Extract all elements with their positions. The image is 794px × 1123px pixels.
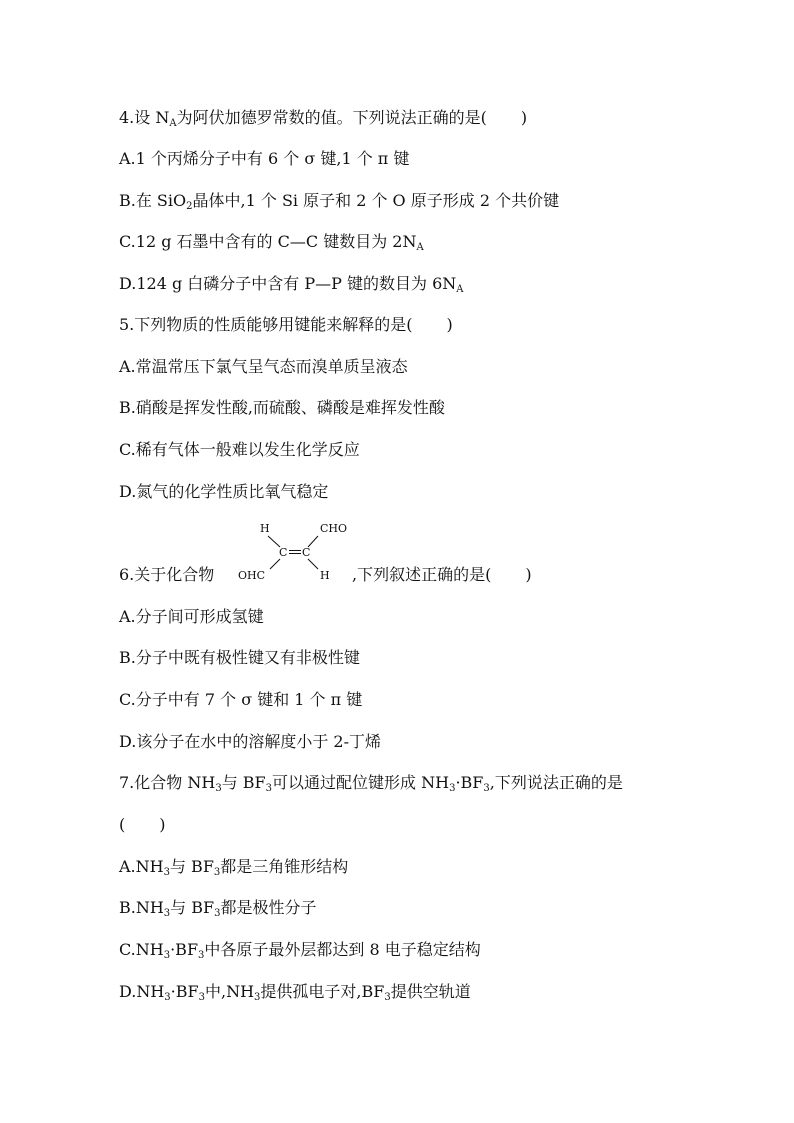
q6-structural-formula bbox=[238, 519, 358, 585]
q5-stem: 5.下列物质的性质能够用键能来解释的是( ) bbox=[119, 315, 453, 334]
q4-option-c: C.12 g 石墨中含有的 C—C 键数目为 $2N_A$ bbox=[119, 232, 424, 253]
q6-stem-post: ,下列叙述正确的是( ) bbox=[352, 565, 532, 584]
q7-option-d: $D.NH_3\cdot BF_3$中$,NH_3$提供孤电子对$,BF_3$提供空轨道 bbox=[119, 982, 471, 1003]
struct-c-right: C bbox=[302, 546, 311, 559]
q7-stem: 7.化合物 $NH_3$与 $BF_3$可以通过配位键形成 $NH_3\cdot BF_3$,下列说法正确的是 bbox=[119, 773, 623, 794]
q5-option-c: C.稀有气体一般难以发生化学反应 bbox=[119, 440, 360, 459]
q7-option-c: $C.NH_3\cdot BF_3$中各原子最外层都达到 8 电子稳定结构 bbox=[119, 940, 481, 961]
q7-option-a: $A.NH_3$与 $BF_3$都是三角锥形结构 bbox=[119, 857, 349, 878]
q4-stem: 4.设 $N_A$为阿伏加德罗常数的值。下列说法正确的是( ) bbox=[119, 108, 528, 129]
q5-option-a: A.常温常压下氯气呈气态而溴单质呈液态 bbox=[119, 357, 408, 376]
struct-ohc-bottom: OHC bbox=[238, 569, 266, 582]
q6-option-c: C.分子中有 7 个 σ 键和 1 个 π 键 bbox=[119, 690, 363, 709]
q5-option-b: B.硝酸是挥发性酸,而硫酸、磷酸是难挥发性酸 bbox=[119, 398, 445, 417]
q7-option-b: $B.NH_3$与 $BF_3$都是极性分子 bbox=[119, 898, 317, 919]
q4-option-d: D.124 g 白磷分子中含有 P—P 键的数目为 $6N_A$ bbox=[119, 274, 464, 295]
struct-cho-top: CHO bbox=[320, 522, 348, 535]
q6-option-a: A.分子间可形成氢键 bbox=[119, 607, 264, 626]
q6-stem-pre: 6.关于化合物 bbox=[119, 565, 215, 584]
struct-h-top: H bbox=[260, 522, 270, 535]
struct-h-bottom: H bbox=[320, 569, 330, 582]
q4-option-a: A.1 个丙烯分子中有 6 个 σ 键,1 个 π 键 bbox=[119, 149, 410, 168]
q5-option-d: D.氮气的化学性质比氧气稳定 bbox=[119, 482, 329, 501]
q4-option-b: B.在 SiO$_2$晶体中,1 个 Si 原子和 2 个 O 原子形成 2 个共价键 bbox=[119, 191, 560, 212]
bond-c-right-h bbox=[308, 559, 318, 569]
struct-c-left: C bbox=[279, 546, 288, 559]
q7-answer-paren: ( ) bbox=[119, 815, 166, 834]
bond-c-left-ohc bbox=[270, 559, 280, 569]
q6-option-d: D.该分子在水中的溶解度小于 2-丁烯 bbox=[119, 732, 382, 751]
q6-option-b: B.分子中既有极性键又有非极性键 bbox=[119, 648, 360, 667]
